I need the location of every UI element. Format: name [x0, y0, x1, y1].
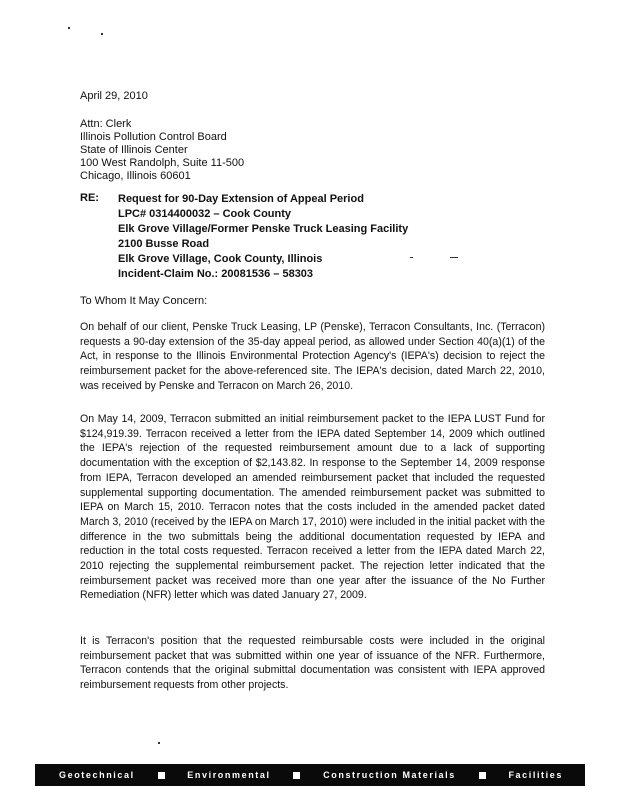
scan-speck: [158, 742, 160, 744]
subject-line: LPC# 0314400032 – Cook County: [118, 208, 292, 220]
subject-line: Request for 90-Day Extension of Appeal Period: [118, 193, 364, 205]
letter-date: April 29, 2010: [80, 90, 148, 102]
address-line: Attn: Clerk: [80, 118, 132, 130]
subject-line: Elk Grove Village, Cook County, Illinois: [118, 253, 323, 265]
body-paragraph: On May 14, 2009, Terracon submitted an initial reimbursement packet to the IEPA LUST Fund for $124,919.39. Terracon received a letter from the IEPA dated September 14, 2009 which outlined the IEPA's rejection of the requested reimbursement amount due to a lack of supporting documentation with the exception of $2,143.82. In response to the September 14, 2009 response from IEPA, Terracon developed an amended reimbursement packet that included the requested supplemental supporting documentation. The amended reimbursement packet was submitted to IEPA on March 15, 2010. Terracon notes that the costs included in the amended packet dated March 3, 2010 (received by the IEPA on March 17, 2010) were included in the initial packet with the difference in the two submittals being the additional documentation requested by IEPA and reduction in the total costs requested. Terracon received a letter from the IEPA dated March 22, 2010 rejecting the supplemental reimbursement packet. The rejection letter indicated that the reimbursement packet was received more than one year after the issuance of the No Further Remediation (NFR) letter which was dated January 27, 2009.: [80, 413, 545, 602]
salutation: To Whom It May Concern:: [80, 295, 208, 307]
subject-label: RE:: [80, 192, 99, 204]
subject-line: 2100 Busse Road: [118, 238, 210, 250]
scan-mark: [450, 257, 458, 258]
footer-services-bar: [35, 764, 585, 786]
address-line: 100 West Randolph, Suite 11-500: [80, 157, 245, 169]
square-bullet-icon: [158, 772, 165, 779]
address-line: Illinois Pollution Control Board: [80, 131, 227, 143]
footer-item: Environmental: [187, 770, 271, 780]
scan-speck: [101, 33, 103, 35]
square-bullet-icon: [479, 772, 486, 779]
address-line: State of Illinois Center: [80, 144, 188, 156]
scan-mark: [410, 257, 413, 258]
subject-block: [118, 192, 408, 282]
body-paragraph: It is Terracon's position that the requested reimbursable costs were included in the original reimbursement packet that was submitted within one year of issuance of the NFR. Furthermore, Terracon contends that the original submittal documentation was consistent with IEPA approved reimbursement requests from other projects.: [80, 635, 545, 692]
recipient-address: [80, 118, 244, 183]
square-bullet-icon: [293, 772, 300, 779]
subject-line: Incident-Claim No.: 20081536 – 58303: [118, 268, 314, 280]
subject-line: Elk Grove Village/Former Penske Truck Leasing Facility: [118, 223, 409, 235]
address-line: Chicago, Illinois 60601: [80, 170, 191, 182]
body-paragraph: On behalf of our client, Penske Truck Leasing, LP (Penske), Terracon Consultants, Inc. (Terracon) requests a 90-day extension of the 35-day appeal period, as allowed under Section 40(a)(1) of the Act, in response to the Illinois Environmental Protection Agency's (IEPA's) decision to reject the reimbursement packet for the above-referenced site. The IEPA's decision, dated March 22, 2010, was received by Penske and Terracon on March 26, 2010.: [80, 321, 545, 392]
footer-item: Construction Materials: [323, 770, 456, 780]
footer-item: Geotechnical: [59, 770, 135, 780]
footer-item: Facilities: [508, 770, 563, 780]
scan-speck: [68, 27, 70, 29]
